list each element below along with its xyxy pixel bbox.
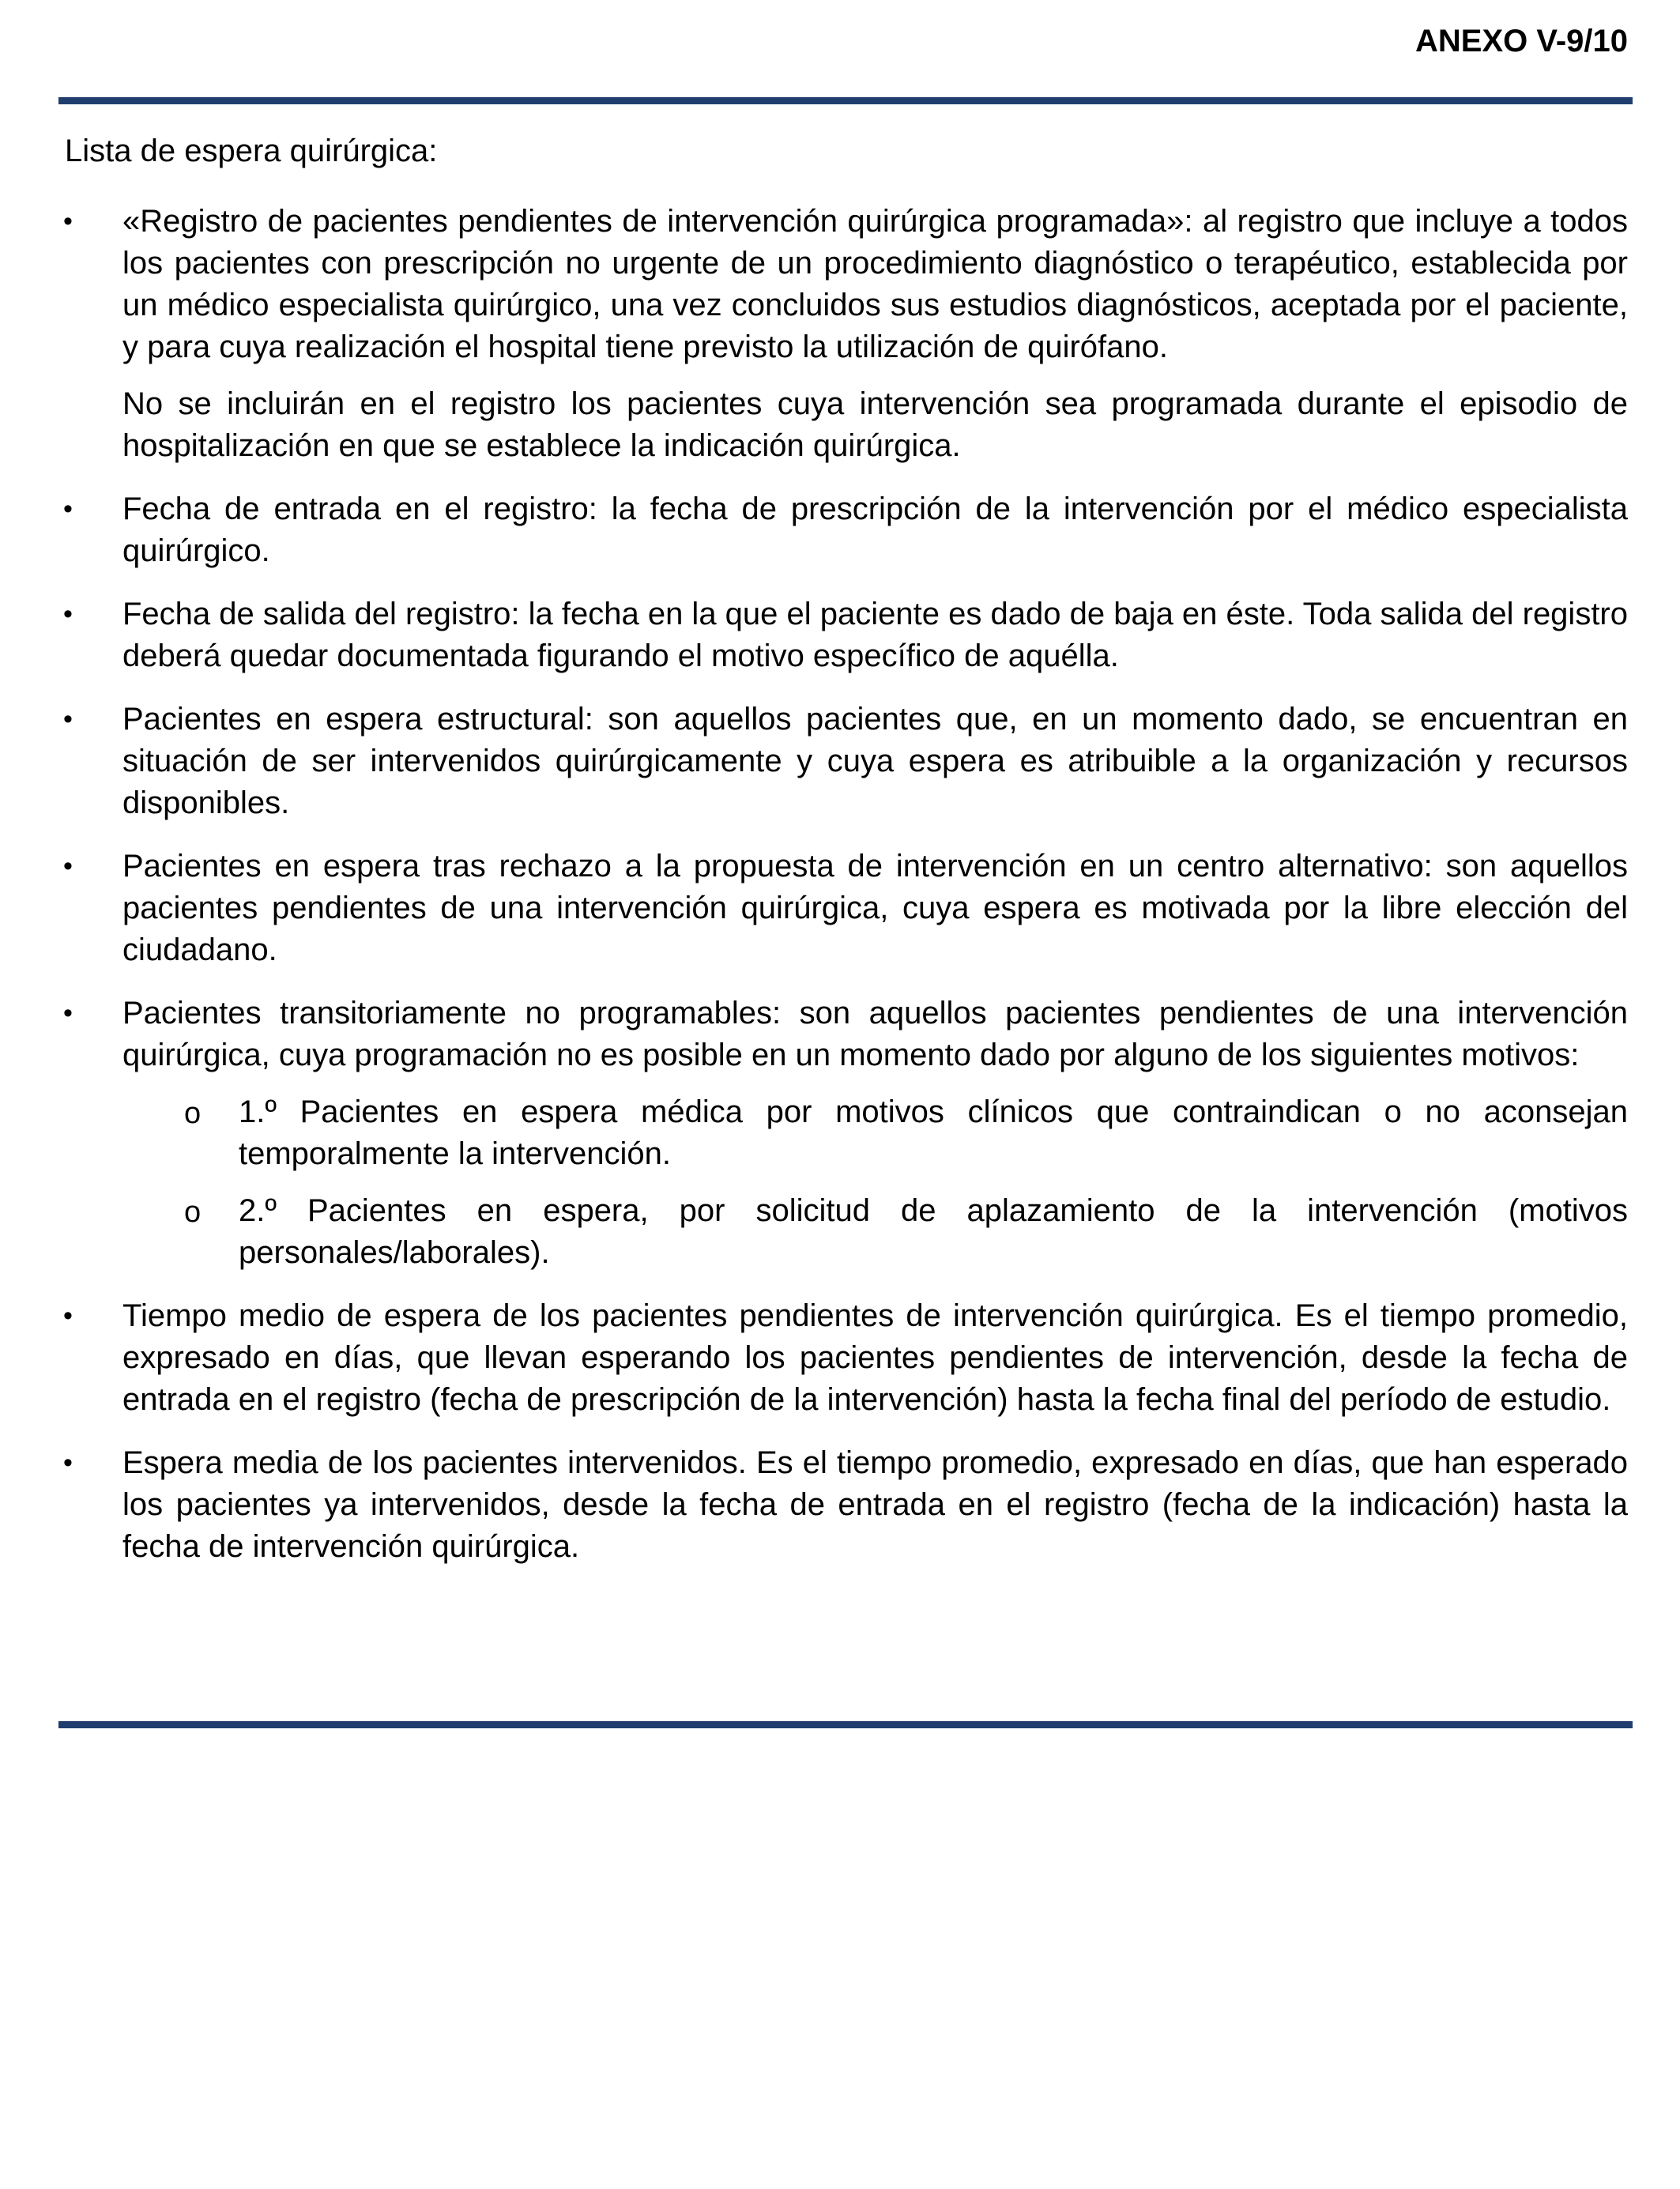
bullet-icon: • <box>63 494 73 524</box>
sublist-item <box>122 1190 1628 1274</box>
paragraph: Espera media de los pacientes intervenidos. Es el tiempo promedio, expresado en días, que han esperado los pacientes ya intervenidos, desde la fecha de entrada en el registro (fecha de la indicación) hasta la fecha de intervención quirúrgica. <box>122 1445 1628 1564</box>
sublist-item <box>122 1091 1628 1175</box>
bullet-icon: • <box>63 599 73 629</box>
paragraph: «Registro de pacientes pendientes de intervención quirúrgica programada»: al registro que incluye a todos los pacientes con prescripción no urgente de un procedimiento diagnóstico o terapéutico, establecida por un médico especialista quirúrgico, una vez concluidos sus estudios diagnósticos, aceptada por el paciente, y para cuya realización el hospital tiene previsto la utilización de quirófano. <box>122 204 1628 364</box>
document-body <box>65 130 1628 1589</box>
definitions-list <box>65 201 1628 1568</box>
paragraph: Fecha de salida del registro: la fecha en la que el paciente es dado de baja en éste. Toda salida del registro deberá quedar documentada figurando el motivo específico de aquélla. <box>122 597 1628 673</box>
paragraph: Fecha de entrada en el registro: la fecha de prescripción de la intervención por el médico especialista quirúrgico. <box>122 492 1628 568</box>
bullet-icon: • <box>63 206 73 236</box>
bottom-rule <box>58 1721 1633 1728</box>
top-rule <box>58 97 1633 104</box>
list-item-fecha-salida <box>65 593 1628 677</box>
bullet-icon: • <box>63 1301 73 1331</box>
paragraph: Pacientes transitoriamente no programables: son aquellos pacientes pendientes de una intervención quirúrgica, cuya programación no es posible en un momento dado por alguno de los siguientes motivos: <box>122 996 1628 1072</box>
sublist-text: 2.º Pacientes en espera, por solicitud de aplazamiento de la intervención (motivos personales/laborales). <box>239 1193 1628 1270</box>
bullet-icon: • <box>63 1448 73 1478</box>
bullet-icon: • <box>63 851 73 881</box>
list-item-espera-estructural <box>65 699 1628 824</box>
list-item-espera-media <box>65 1442 1628 1568</box>
paragraph: No se incluirán en el registro los pacientes cuya intervención sea programada durante el episodio de hospitalización en que se establece la indicación quirúrgica. <box>122 386 1628 463</box>
sub-bullet-icon: o <box>184 1097 202 1130</box>
list-item-registro <box>65 201 1628 467</box>
sublist-text: 1.º Pacientes en espera médica por motivos clínicos que contraindican o no aconsejan temporalmente la intervención. <box>239 1094 1628 1171</box>
paragraph: Pacientes en espera tras rechazo a la propuesta de intervención en un centro alternativo: son aquellos pacientes pendientes de una intervención quirúrgica, cuya espera es motivada por la libre elección del ciudadano. <box>122 849 1628 967</box>
list-item-no-programables <box>65 993 1628 1274</box>
list-item-rechazo-centro-alternativo <box>65 846 1628 971</box>
list-item-tiempo-medio <box>65 1295 1628 1421</box>
sub-bullet-icon: o <box>184 1196 202 1229</box>
bullet-icon: • <box>63 998 73 1028</box>
paragraph: Tiempo medio de espera de los pacientes pendientes de intervención quirúrgica. Es el tiempo promedio, expresado en días, que llevan esperando los pacientes pendientes de intervención, desde la fecha de entrada en el registro (fecha de prescripción de la intervención) hasta la fecha final del período de estudio. <box>122 1298 1628 1417</box>
paragraph: Pacientes en espera estructural: son aquellos pacientes que, en un momento dado, se encuentran en situación de ser intervenidos quirúrgicamente y cuya espera es atribuible a la organización y recursos disponibles. <box>122 702 1628 820</box>
section-title: Lista de espera quirúrgica: <box>65 134 438 168</box>
list-item-fecha-entrada <box>65 488 1628 572</box>
bullet-icon: • <box>63 704 73 734</box>
annex-label: ANEXO V-9/10 <box>1414 24 1628 58</box>
motives-sublist <box>122 1091 1628 1274</box>
